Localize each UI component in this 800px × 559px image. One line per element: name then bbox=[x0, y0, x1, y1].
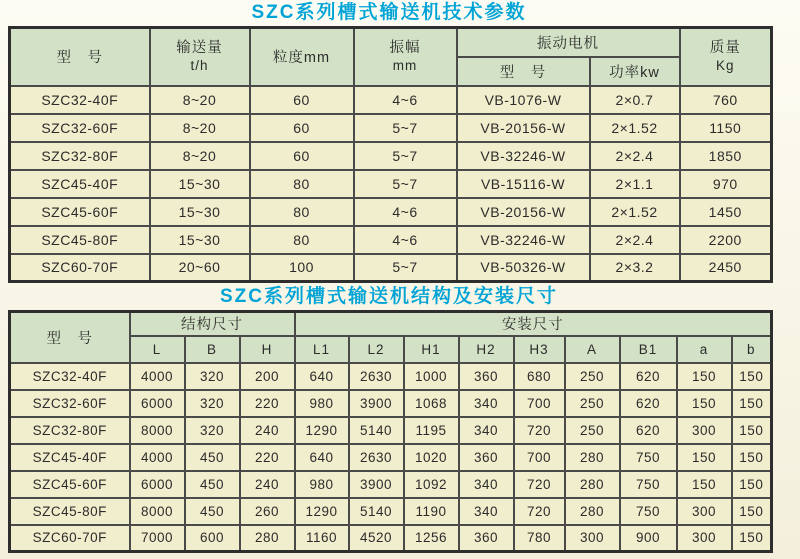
value-cell: 200 bbox=[240, 363, 295, 390]
value-cell: 2630 bbox=[349, 444, 404, 471]
value-cell: 600 bbox=[185, 525, 240, 552]
table-row bbox=[10, 86, 772, 114]
value-cell: 340 bbox=[459, 417, 514, 444]
value-cell: 15~30 bbox=[150, 170, 250, 198]
value-cell: 150 bbox=[677, 363, 732, 390]
value-cell: 900 bbox=[620, 525, 677, 552]
value-cell: 360 bbox=[459, 525, 514, 552]
value-cell: 5~7 bbox=[354, 254, 457, 282]
value-cell: 360 bbox=[459, 363, 514, 390]
header-mass-cn: 质量 bbox=[709, 40, 741, 57]
header-motor-model: 型 号 bbox=[457, 57, 590, 86]
dimensions-body bbox=[10, 363, 772, 552]
subheader-L1: L1 bbox=[295, 336, 349, 363]
value-cell: 8000 bbox=[130, 498, 185, 525]
value-cell: VB-32246-W bbox=[457, 142, 590, 170]
value-cell: 80 bbox=[250, 198, 354, 226]
table-row bbox=[10, 363, 772, 390]
value-cell: 150 bbox=[732, 363, 772, 390]
value-cell: 6000 bbox=[130, 390, 185, 417]
value-cell: 750 bbox=[620, 444, 677, 471]
value-cell: 4000 bbox=[130, 363, 185, 390]
value-cell: 300 bbox=[677, 417, 732, 444]
value-cell: 2×1.52 bbox=[590, 114, 680, 142]
value-cell: 1450 bbox=[680, 198, 772, 226]
value-cell: 60 bbox=[250, 86, 354, 114]
value-cell: 8000 bbox=[130, 417, 185, 444]
value-cell: 5~7 bbox=[354, 142, 457, 170]
value-cell: 150 bbox=[732, 525, 772, 552]
value-cell: 60 bbox=[250, 114, 354, 142]
value-cell: 720 bbox=[514, 417, 565, 444]
value-cell: 1160 bbox=[295, 525, 349, 552]
value-cell: 5140 bbox=[349, 417, 404, 444]
value-cell: 80 bbox=[250, 226, 354, 254]
value-cell: VB-20156-W bbox=[457, 114, 590, 142]
value-cell: 750 bbox=[620, 498, 677, 525]
value-cell: 320 bbox=[185, 363, 240, 390]
table-row bbox=[10, 525, 772, 552]
value-cell: 8~20 bbox=[150, 86, 250, 114]
value-cell: 720 bbox=[514, 471, 565, 498]
value-cell: 150 bbox=[677, 471, 732, 498]
value-cell: 970 bbox=[680, 170, 772, 198]
table-row bbox=[10, 114, 772, 142]
value-cell: 2200 bbox=[680, 226, 772, 254]
subheader-H3: H3 bbox=[514, 336, 565, 363]
value-cell: 1068 bbox=[404, 390, 459, 417]
value-cell: 5~7 bbox=[354, 114, 457, 142]
value-cell: 250 bbox=[565, 390, 620, 417]
value-cell: VB-32246-W bbox=[457, 226, 590, 254]
value-cell: 640 bbox=[295, 363, 349, 390]
value-cell: 450 bbox=[185, 444, 240, 471]
value-cell: 220 bbox=[240, 390, 295, 417]
value-cell: 20~60 bbox=[150, 254, 250, 282]
subheader-L2: L2 bbox=[349, 336, 404, 363]
subheader-b: b bbox=[732, 336, 772, 363]
subheader-B: B bbox=[185, 336, 240, 363]
model-cell: SZC45-80F bbox=[10, 226, 150, 254]
value-cell: 260 bbox=[240, 498, 295, 525]
value-cell: 780 bbox=[514, 525, 565, 552]
value-cell: VB-15116-W bbox=[457, 170, 590, 198]
model-cell: SZC60-70F bbox=[10, 254, 150, 282]
header-amplitude bbox=[354, 28, 457, 86]
value-cell: 1850 bbox=[680, 142, 772, 170]
value-cell: 240 bbox=[240, 471, 295, 498]
tech-params-body bbox=[10, 86, 772, 282]
value-cell: 80 bbox=[250, 170, 354, 198]
value-cell: 4000 bbox=[130, 444, 185, 471]
value-cell: 1290 bbox=[295, 498, 349, 525]
header-amplitude-cn: 振幅 bbox=[389, 40, 421, 57]
value-cell: 2×3.2 bbox=[590, 254, 680, 282]
value-cell: 340 bbox=[459, 471, 514, 498]
value-cell: 700 bbox=[514, 444, 565, 471]
model-cell: SZC45-60F bbox=[10, 471, 130, 498]
model-cell: SZC45-60F bbox=[10, 198, 150, 226]
value-cell: VB-1076-W bbox=[457, 86, 590, 114]
table1-title: SZC系列槽式输送机技术参数 bbox=[251, 2, 527, 23]
value-cell: 2×0.7 bbox=[590, 86, 680, 114]
value-cell: VB-50326-W bbox=[457, 254, 590, 282]
model-cell: SZC45-40F bbox=[10, 170, 150, 198]
value-cell: 300 bbox=[565, 525, 620, 552]
subheader-L: L bbox=[130, 336, 185, 363]
value-cell: 1000 bbox=[404, 363, 459, 390]
value-cell: 1195 bbox=[404, 417, 459, 444]
value-cell: 5140 bbox=[349, 498, 404, 525]
model-cell: SZC45-80F bbox=[10, 498, 130, 525]
value-cell: 150 bbox=[732, 471, 772, 498]
value-cell: 1150 bbox=[680, 114, 772, 142]
value-cell: 8~20 bbox=[150, 142, 250, 170]
header-mass bbox=[680, 28, 772, 86]
value-cell: 150 bbox=[732, 498, 772, 525]
tech-params-table bbox=[8, 26, 773, 283]
table-row bbox=[10, 226, 772, 254]
value-cell: 450 bbox=[185, 471, 240, 498]
model-cell: SZC32-60F bbox=[10, 114, 150, 142]
header-motor-power: 功率kw bbox=[590, 57, 680, 86]
value-cell: 2450 bbox=[680, 254, 772, 282]
header-capacity bbox=[150, 28, 250, 86]
header-granularity: 粒度mm bbox=[250, 28, 354, 86]
value-cell: 1256 bbox=[404, 525, 459, 552]
value-cell: 640 bbox=[295, 444, 349, 471]
value-cell: 2×1.52 bbox=[590, 198, 680, 226]
value-cell: 2×2.4 bbox=[590, 142, 680, 170]
value-cell: 280 bbox=[565, 498, 620, 525]
value-cell: VB-20156-W bbox=[457, 198, 590, 226]
table-row bbox=[10, 390, 772, 417]
model-cell: SZC32-40F bbox=[10, 363, 130, 390]
value-cell: 1092 bbox=[404, 471, 459, 498]
value-cell: 3900 bbox=[349, 471, 404, 498]
subheader-A: A bbox=[565, 336, 620, 363]
value-cell: 4520 bbox=[349, 525, 404, 552]
value-cell: 720 bbox=[514, 498, 565, 525]
header-mass-unit: Kg bbox=[715, 57, 735, 73]
header-model: 型 号 bbox=[10, 28, 150, 86]
subheader-a: a bbox=[677, 336, 732, 363]
value-cell: 3900 bbox=[349, 390, 404, 417]
value-cell: 1190 bbox=[404, 498, 459, 525]
value-cell: 7000 bbox=[130, 525, 185, 552]
table-row bbox=[10, 170, 772, 198]
model-cell: SZC32-40F bbox=[10, 86, 150, 114]
value-cell: 5~7 bbox=[354, 170, 457, 198]
header-amplitude-unit: mm bbox=[392, 57, 418, 73]
value-cell: 60 bbox=[250, 142, 354, 170]
value-cell: 240 bbox=[240, 417, 295, 444]
value-cell: 620 bbox=[620, 390, 677, 417]
value-cell: 150 bbox=[732, 390, 772, 417]
value-cell: 320 bbox=[185, 417, 240, 444]
value-cell: 8~20 bbox=[150, 114, 250, 142]
model-cell: SZC32-60F bbox=[10, 390, 130, 417]
value-cell: 2630 bbox=[349, 363, 404, 390]
value-cell: 15~30 bbox=[150, 198, 250, 226]
value-cell: 450 bbox=[185, 498, 240, 525]
subheader-H2: H2 bbox=[459, 336, 514, 363]
value-cell: 280 bbox=[240, 525, 295, 552]
model-cell: SZC32-80F bbox=[10, 417, 130, 444]
dimensions-table bbox=[8, 310, 773, 553]
value-cell: 2×1.1 bbox=[590, 170, 680, 198]
value-cell: 2×2.4 bbox=[590, 226, 680, 254]
value-cell: 280 bbox=[565, 471, 620, 498]
value-cell: 320 bbox=[185, 390, 240, 417]
value-cell: 620 bbox=[620, 363, 677, 390]
value-cell: 150 bbox=[732, 417, 772, 444]
value-cell: 150 bbox=[677, 390, 732, 417]
value-cell: 680 bbox=[514, 363, 565, 390]
value-cell: 100 bbox=[250, 254, 354, 282]
model-cell: SZC45-40F bbox=[10, 444, 130, 471]
value-cell: 150 bbox=[677, 444, 732, 471]
value-cell: 250 bbox=[565, 363, 620, 390]
table-row bbox=[10, 254, 772, 282]
subheader-H1: H1 bbox=[404, 336, 459, 363]
model-cell: SZC60-70F bbox=[10, 525, 130, 552]
table-row bbox=[10, 198, 772, 226]
table-row bbox=[10, 444, 772, 471]
value-cell: 15~30 bbox=[150, 226, 250, 254]
model-cell: SZC32-80F bbox=[10, 142, 150, 170]
value-cell: 1020 bbox=[404, 444, 459, 471]
value-cell: 300 bbox=[677, 498, 732, 525]
table-row bbox=[10, 471, 772, 498]
value-cell: 300 bbox=[677, 525, 732, 552]
header-capacity-unit: t/h bbox=[190, 57, 209, 73]
value-cell: 1290 bbox=[295, 417, 349, 444]
value-cell: 150 bbox=[732, 444, 772, 471]
header-install-group: 安装尺寸 bbox=[295, 312, 772, 336]
table-row bbox=[10, 417, 772, 444]
header-model: 型 号 bbox=[10, 312, 130, 363]
subheader-B1: B1 bbox=[620, 336, 677, 363]
value-cell: 4~6 bbox=[354, 226, 457, 254]
table-row bbox=[10, 498, 772, 525]
value-cell: 340 bbox=[459, 498, 514, 525]
value-cell: 760 bbox=[680, 86, 772, 114]
value-cell: 980 bbox=[295, 390, 349, 417]
value-cell: 620 bbox=[620, 417, 677, 444]
value-cell: 700 bbox=[514, 390, 565, 417]
value-cell: 280 bbox=[565, 444, 620, 471]
table-row bbox=[10, 142, 772, 170]
value-cell: 980 bbox=[295, 471, 349, 498]
value-cell: 340 bbox=[459, 390, 514, 417]
value-cell: 750 bbox=[620, 471, 677, 498]
value-cell: 4~6 bbox=[354, 86, 457, 114]
value-cell: 220 bbox=[240, 444, 295, 471]
header-capacity-cn: 输送量 bbox=[176, 40, 223, 57]
value-cell: 360 bbox=[459, 444, 514, 471]
header-structure-group: 结构尺寸 bbox=[130, 312, 295, 336]
value-cell: 4~6 bbox=[354, 198, 457, 226]
subheader-H: H bbox=[240, 336, 295, 363]
table2-title: SZC系列槽式输送机结构及安装尺寸 bbox=[219, 286, 558, 307]
value-cell: 250 bbox=[565, 417, 620, 444]
header-motor-group: 振动电机 bbox=[457, 28, 680, 57]
value-cell: 6000 bbox=[130, 471, 185, 498]
